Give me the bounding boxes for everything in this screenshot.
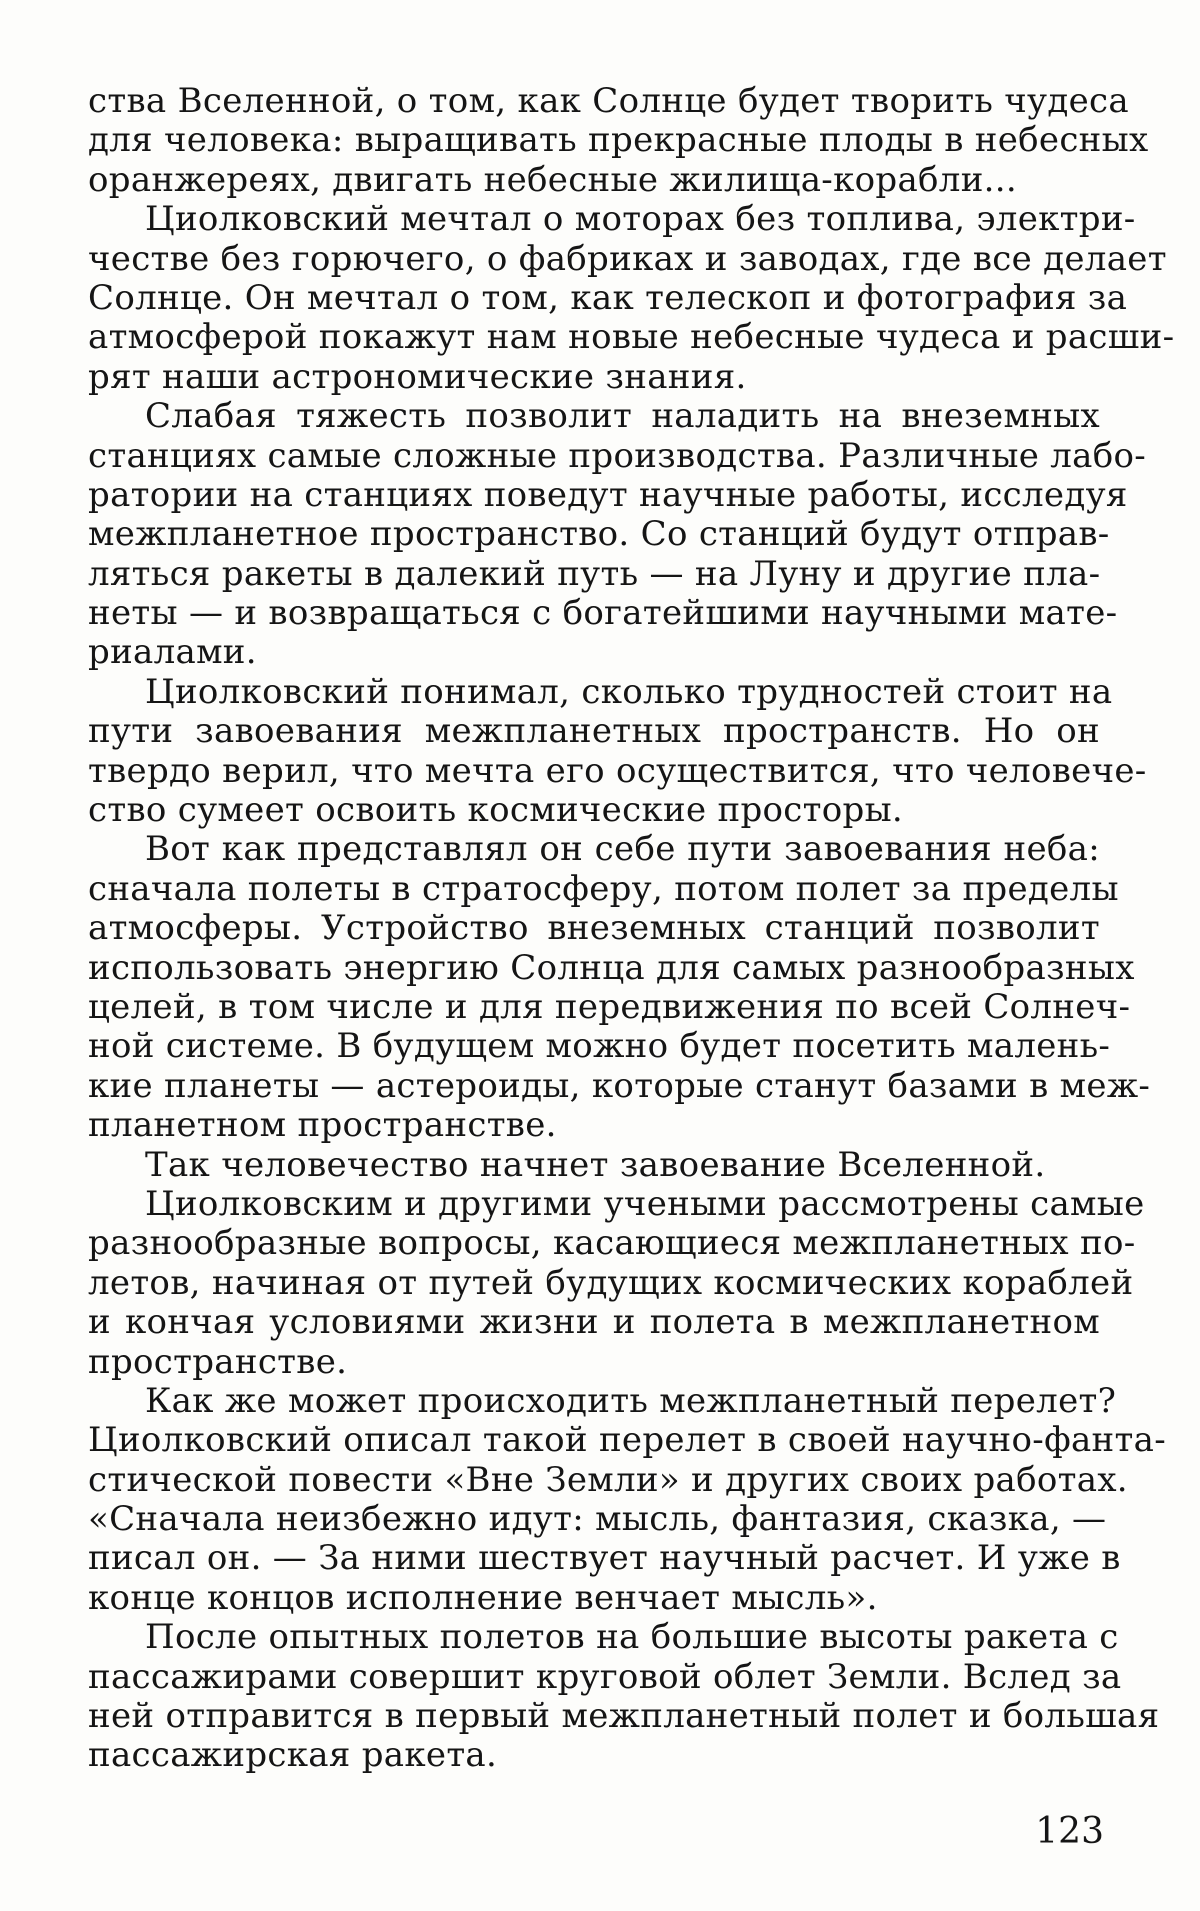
text-line: неты — и возвращаться с богатейшими научными мате- — [88, 593, 1118, 634]
text-line: пассажирская ракета. — [88, 1735, 498, 1776]
text-line: «Сначала неизбежно идут: мысль, фантазия, сказка, — — [88, 1499, 1107, 1540]
text-line: летов, начиная от путей будущих космических кораблей — [88, 1262, 1134, 1303]
text-line: риалами. — [88, 632, 257, 673]
body-text — [88, 81, 1175, 1776]
text-line: станциях самые сложные производства. Различные лабо- — [88, 435, 1147, 476]
text-line: и кончая условиями жизни и полета в межпланетном — [88, 1302, 1100, 1343]
text-line: планетном пространстве. — [88, 1105, 557, 1146]
text-line: Как же может происходить межпланетный перелет? — [145, 1380, 1117, 1421]
text-line: ней отправится в первый межпланетный полет и большая — [88, 1696, 1160, 1737]
text-line: ляться ракеты в далекий путь — на Луну и другие пла- — [88, 553, 1101, 594]
text-line: честве без горючего, о фабриках и заводах, где все делает — [88, 238, 1167, 279]
paragraph — [88, 829, 1151, 1146]
text-line: атмосферы. Устройство внеземных станций позволит — [88, 908, 1100, 949]
paragraph — [88, 396, 1147, 673]
text-line: для человека: выращивать прекрасные плоды в небесных — [88, 120, 1149, 161]
text-line: целей, в том числе и для передвижения по всей Солнеч- — [88, 986, 1131, 1027]
text-line: Так человечество начнет завоевание Вселенной. — [145, 1144, 1046, 1185]
paragraph — [88, 1617, 1160, 1776]
text-line: пассажирами совершит круговой облет Земли. Вслед за — [88, 1656, 1122, 1697]
text-line: Циолковский понимал, сколько трудностей стоит на — [145, 671, 1113, 712]
paragraph — [88, 1380, 1166, 1618]
text-line: ства Вселенной, о том, как Солнце будет творить чудеса — [88, 81, 1129, 121]
text-line: рят наши астрономические знания. — [88, 356, 747, 397]
text-line: пространстве. — [88, 1341, 348, 1382]
text-line: кие планеты — астероиды, которые станут базами в меж- — [88, 1065, 1151, 1106]
text-line: стической повести «Вне Земли» и других своих работах. — [88, 1459, 1128, 1500]
text-line: ратории на станциях поведут научные работы, исследуя — [88, 474, 1128, 515]
text-line: конце концов исполнение венчает мысль». — [88, 1577, 878, 1618]
text-line: твердо верил, что мечта его осуществится, что человече- — [88, 750, 1147, 791]
text-line: разнообразные вопросы, касающиеся межпланетных по- — [88, 1223, 1136, 1264]
text-line: Солнце. Он мечтал о том, как телескоп и фотография за — [88, 277, 1128, 318]
text-line: писал он. — За ними шествует научный расчет. И уже в — [88, 1538, 1121, 1579]
text-line: межпланетное пространство. Со станций будут отправ- — [88, 514, 1110, 555]
paragraph — [88, 199, 1175, 397]
text-line: Слабая тяжесть позволит наладить на внеземных — [145, 396, 1100, 437]
paragraph — [88, 1183, 1145, 1382]
text-line: использовать энергию Солнца для самых разнообразных — [88, 947, 1135, 988]
page-number: 123 — [1035, 1811, 1104, 1852]
text-line: Циолковский описал такой перелет в своей научно-фанта- — [88, 1420, 1166, 1461]
text-line: Циолковский мечтал о моторах без топлива, электри- — [145, 199, 1136, 240]
paragraph — [88, 81, 1149, 200]
text-line: После опытных полетов на большие высоты ракета с — [145, 1617, 1119, 1658]
paragraph — [88, 671, 1147, 831]
text-line: оранжереях, двигать небесные жилища-корабли... — [88, 159, 1017, 200]
text-line: Циолковским и другими учеными рассмотрены самые — [145, 1183, 1145, 1224]
text-line: ной системе. В будущем можно будет посетить малень- — [88, 1026, 1111, 1067]
paragraph — [88, 1146, 1100, 1185]
text-line: Вот как представлял он себе пути завоевания неба: — [145, 829, 1100, 870]
text-line: сначала полеты в стратосферу, потом полет за пределы — [88, 868, 1119, 909]
text-line: ство сумеет освоить космические просторы. — [88, 790, 904, 831]
text-line: пути завоевания межпланетных пространств. Но он — [88, 711, 1100, 752]
text-line: атмосферой покажут нам новые небесные чудеса и расши- — [88, 317, 1175, 358]
